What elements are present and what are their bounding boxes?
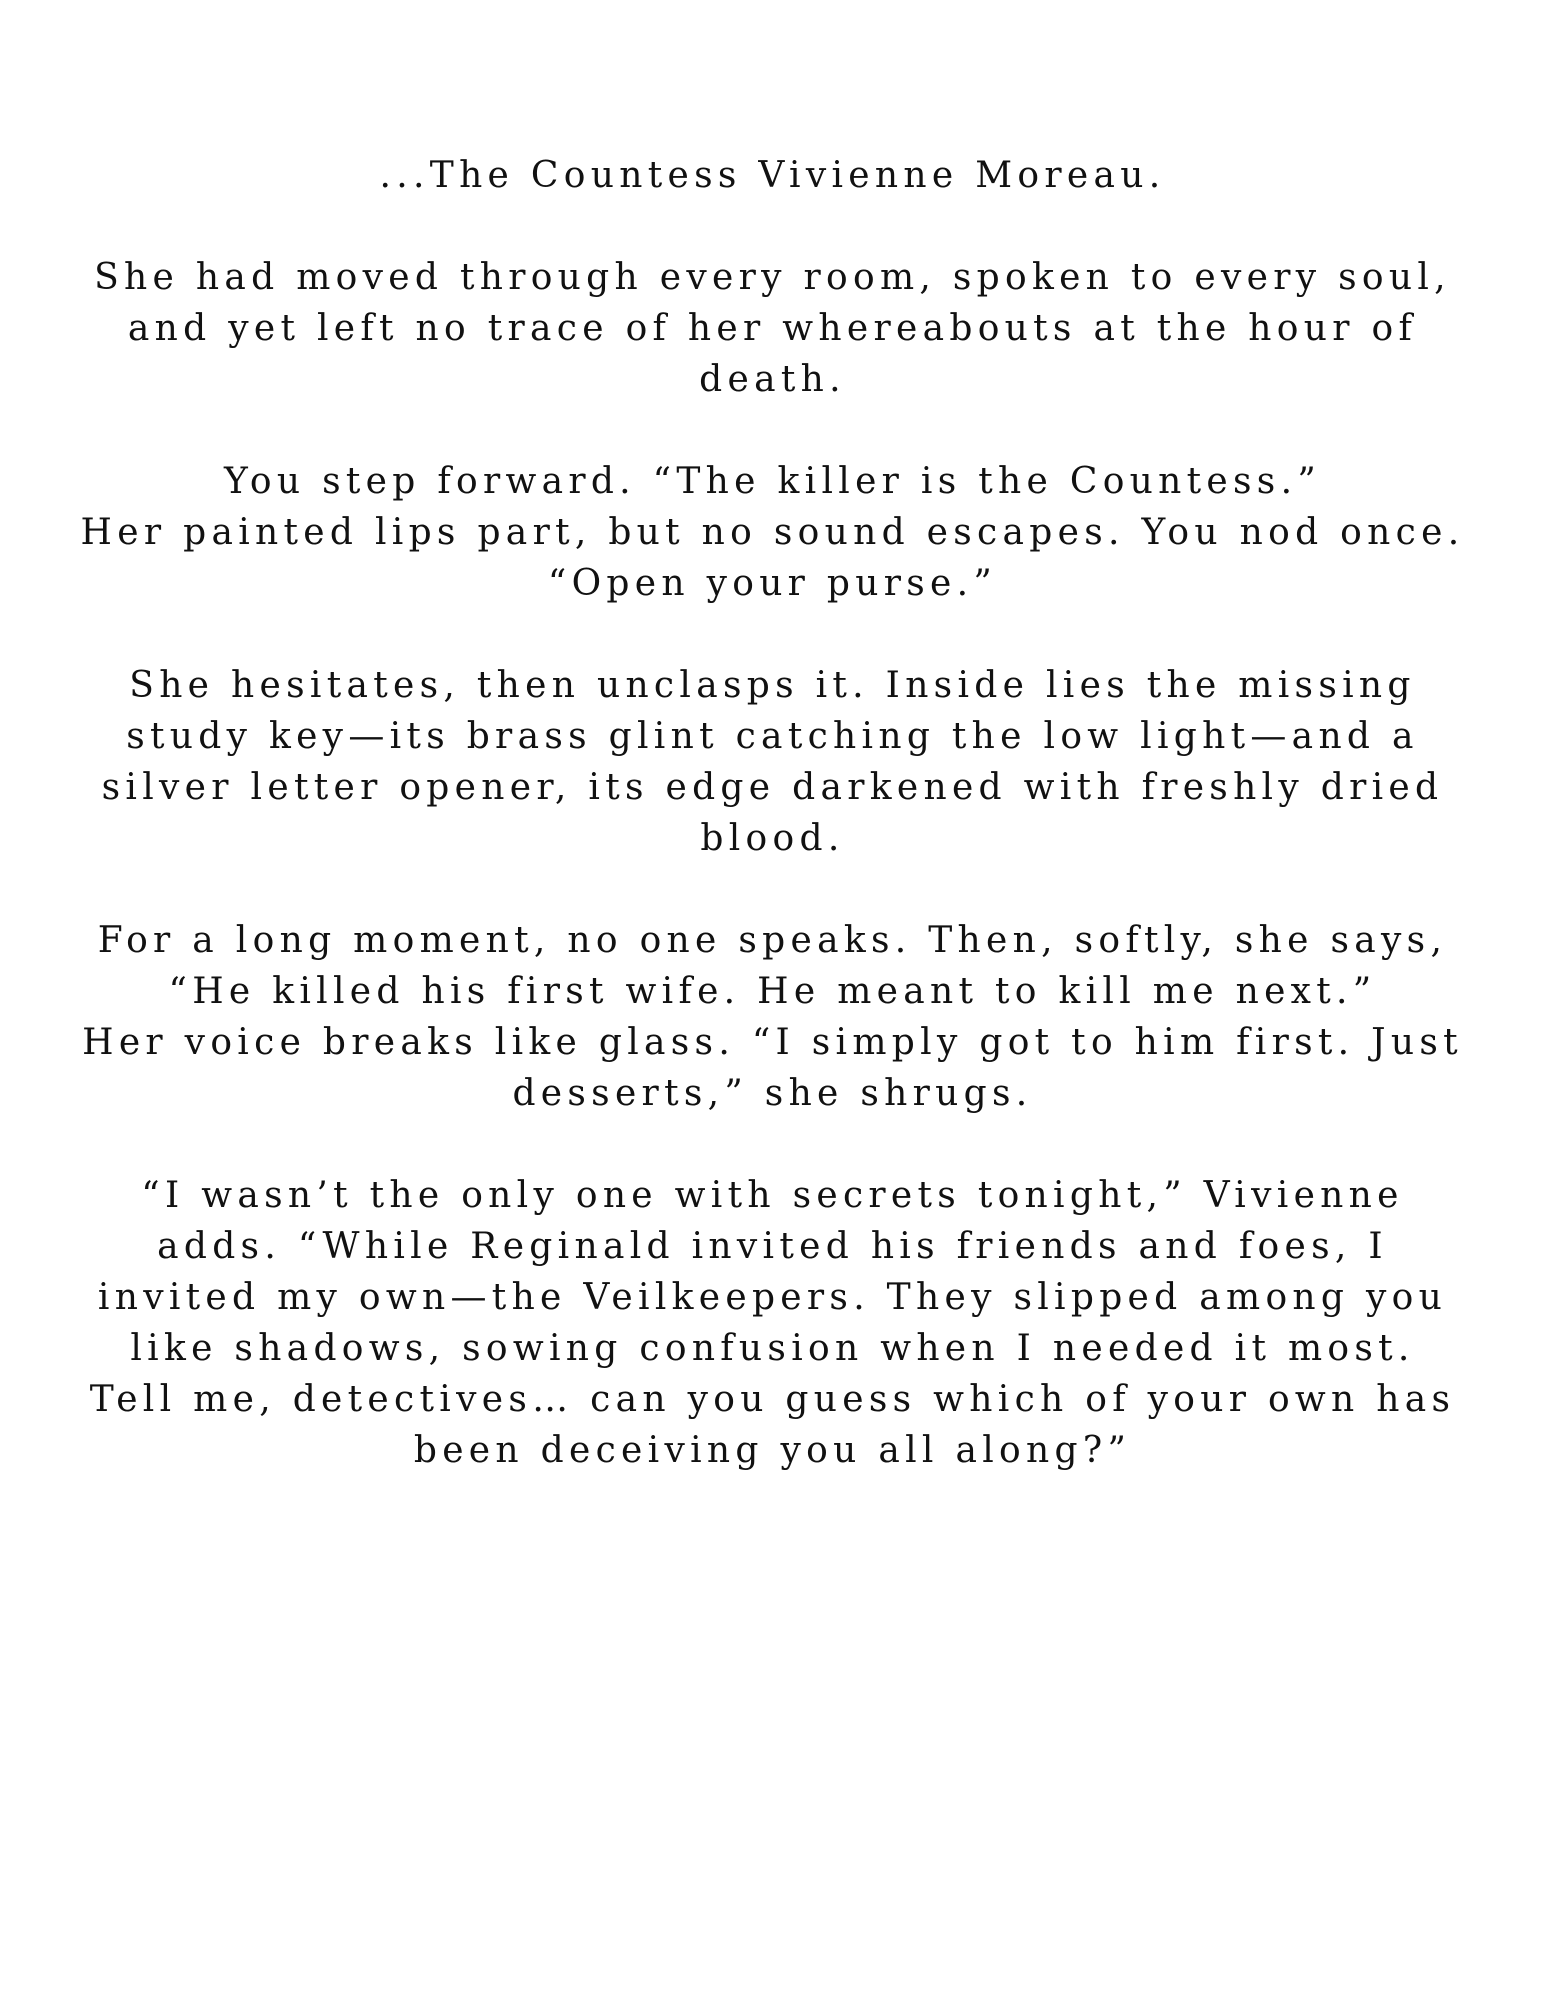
paragraph-line: like shadows, sowing confusion when I needed it most. [130,1328,1415,1369]
paragraph-line: For a long moment, no one speaks. Then, softly, she says, [97,920,1448,961]
paragraph-line: been deceiving you all along?” [413,1430,1132,1471]
paragraph-purse-contents [50,660,1495,864]
paragraph-veilkeepers [50,1170,1495,1476]
paragraph-countess-reveal [50,150,1495,201]
paragraph-whereabouts [50,252,1495,405]
paragraph-line: You step forward. “The killer is the Countess.” [223,461,1322,502]
paragraph-line: “Open your purse.” [547,563,998,604]
paragraph-line: desserts,” she shrugs. [512,1073,1033,1114]
paragraph-line: death. [699,359,846,400]
paragraph-line: invited my own—the Veilkeepers. They slipped among you [97,1277,1448,1318]
paragraph-line: Her voice breaks like glass. “I simply got to him first. Just [82,1022,1463,1063]
paragraph-line: Her painted lips part, but no sound escapes. You nod once. [80,512,1465,553]
paragraph-line: ...The Countess Vivienne Moreau. [379,155,1166,196]
paragraph-line: She hesitates, then unclasps it. Inside lies the missing [129,665,1416,706]
paragraph-line: “I wasn’t the only one with secrets tonight,” Vivienne [141,1175,1404,1216]
story-text [50,150,1495,1527]
paragraph-line: adds. “While Reginald invited his friends and foes, I [157,1226,1388,1267]
paragraph-confession [50,915,1495,1119]
paragraph-line: Tell me, detectives… can you guess which of your own has [89,1379,1456,1420]
paragraph-accusation [50,456,1495,609]
paragraph-line: She had moved through every room, spoken to every soul, [94,257,1451,298]
paragraph-line: silver letter opener, its edge darkened with freshly dried [101,767,1444,808]
paragraph-line: and yet left no trace of her whereabouts at the hour of [127,308,1418,349]
paragraph-line: “He killed his first wife. He meant to kill me next.” [168,971,1377,1012]
paragraph-line: blood. [700,818,845,859]
paragraph-line: study key—its brass glint catching the low light—and a [126,716,1419,757]
